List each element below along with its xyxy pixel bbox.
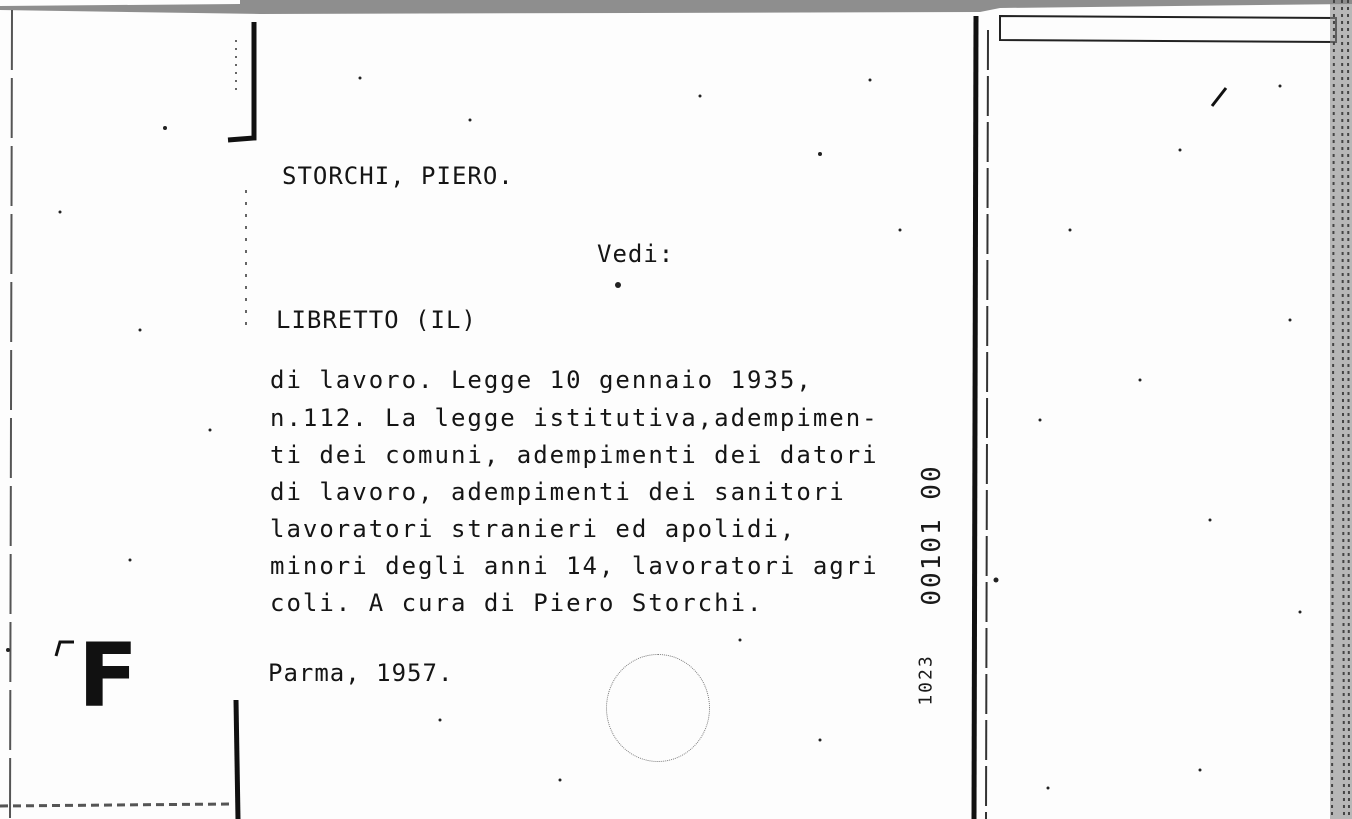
description-line: ti dei comuni, adempimenti dei datori [270,441,879,469]
call-number-stamp: 00101 00 [917,464,947,606]
punch-hole [606,654,710,762]
description-line: lavoratori stranieri ed apolidi, [270,515,797,543]
card-code-stamp: 1023 [915,654,937,706]
imprint: Parma, 1957. [268,659,454,687]
filing-letter: F [78,624,139,727]
description-line: di lavoro, adempimenti dei sanitori [270,478,846,506]
description-line: coli. A cura di Piero Storchi. [270,589,764,617]
book-title: LIBRETTO (IL) [276,306,477,334]
author-heading: STORCHI, PIERO. [282,162,514,190]
see-reference: Vedi: [597,240,675,268]
description-line: n.112. La legge istitutiva,adempimen- [270,404,879,432]
description-line: di lavoro. Legge 10 gennaio 1935, [270,366,813,394]
description-line: minori degli anni 14, lavoratori agri [270,552,879,580]
